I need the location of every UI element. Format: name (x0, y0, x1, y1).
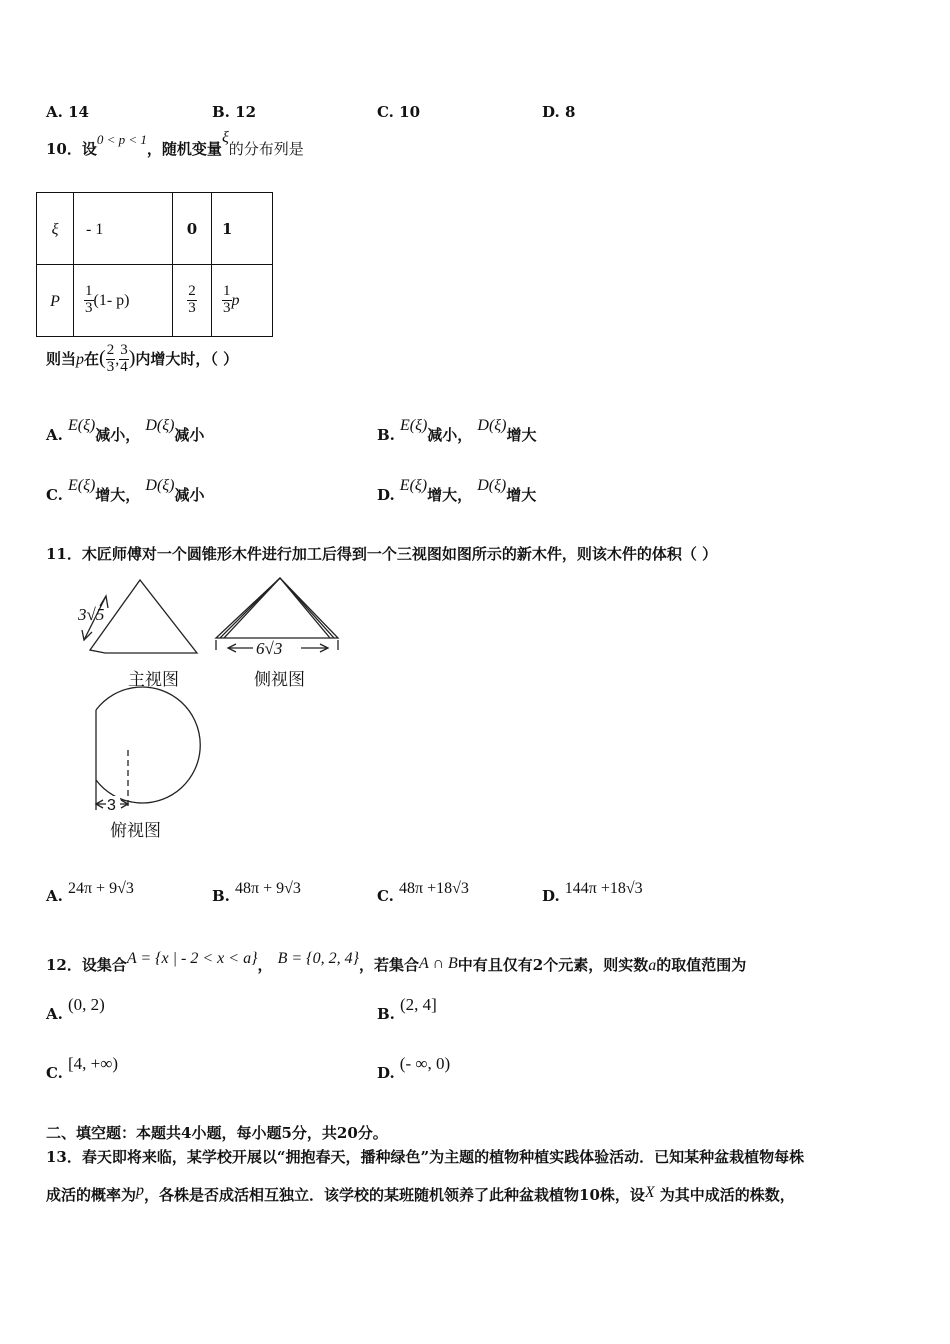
side-dimension: 6√3 (256, 639, 283, 658)
q9-option-c: C. 10 (377, 103, 421, 121)
q12-option-b: B. (2, 4] (377, 995, 437, 1023)
q10-option-d: D. E(ξ)增大， D(ξ)增大 (377, 477, 537, 504)
side-view-label: 侧视图 (254, 670, 305, 689)
q9-option-d: D. 8 (542, 103, 576, 121)
q10-option-b: B. E(ξ)减小， D(ξ)增大 (377, 417, 537, 444)
front-view-label: 主视图 (128, 670, 179, 689)
q10-option-a: A. E(ξ)减小， D(ξ)减小 (46, 417, 205, 444)
q12-option-d: D. (- ∞, 0) (377, 1054, 451, 1082)
q13-line-2: 成活的概率为p，各株是否成活相互独立．该学校的某班随机领养了此种盆栽植物10株，设X 为其中成活的株数， (46, 1182, 795, 1204)
q11-option-d: D. 144π +18√3 (542, 880, 643, 905)
top-dimension: 3 (107, 797, 116, 814)
section-2-heading: 二、填空题：本题共4小题，每小题5分，共20分。 (46, 1124, 388, 1142)
q11-option-c: C. 48π +18√3 (377, 880, 469, 905)
top-view-label: 俯视图 (110, 821, 161, 840)
q10-option-c: C. E(ξ)增大， D(ξ)减小 (46, 477, 205, 504)
q9-option-a: A. 14 (46, 103, 89, 121)
q9-option-b: B. 12 (212, 103, 257, 121)
q11-stem: 11．木匠师傅对一个圆锥形木件进行加工后得到一个三视图如图所示的新木件，则该木件的体积（ ） (46, 545, 718, 563)
q13-line-1: 13．春天即将来临，某学校开展以“拥抱春天，播种绿色”为主题的植物种植实践体验活动．已知某种盆栽植物每株 (46, 1148, 805, 1166)
q10-condition: 则当p在( $\frac{2}{3}$ , $\frac{3}{4}$ )内增大时，（ ） (46, 342, 239, 375)
q12-option-c: C. [4, +∞) (46, 1054, 119, 1082)
q11-option-a: A. 24π + 9√3 (46, 880, 134, 905)
q12-stem: 12．设集合A = {x | - 2 < x < a}， B = {0, 2, 4}，若集合A ∩ B中有且仅有2个元素，则实数a的取值范围为 (46, 950, 747, 974)
q10-stem: 10．设$^{0 < p < 1}$，随机变量ξ的分布列是 (46, 129, 304, 158)
q11-three-view-figure (70, 570, 360, 850)
q11-option-b: B. 48π + 9√3 (212, 880, 301, 905)
q10-distribution-table: ξ - 1 0 1 P $\frac{1}{3}$ (1- p) $\frac{2}{3}$ $\frac{1}{3}$ p (36, 192, 273, 337)
front-dimension: 3√5 (78, 605, 105, 624)
top-view (96, 687, 200, 810)
q12-option-a: A. (0, 2) (46, 995, 105, 1023)
